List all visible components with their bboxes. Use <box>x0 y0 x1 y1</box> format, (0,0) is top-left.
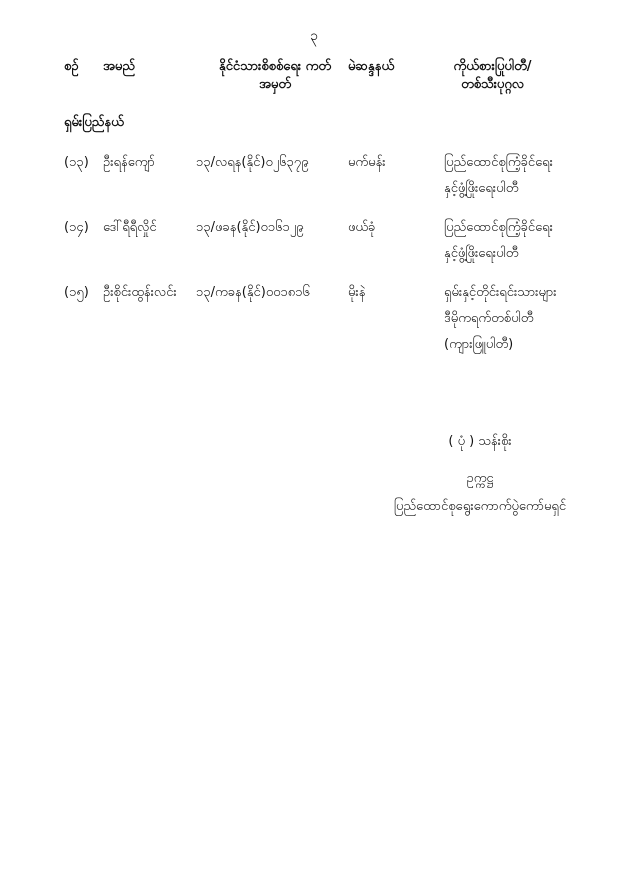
nrc-number: ၁၃/လရန(နိုင်)၀၂၆၃၇၉ <box>196 155 309 170</box>
party <box>444 282 614 356</box>
constituency: မက်မန်း <box>348 155 386 170</box>
nrc-number: ၁၃/ကခန(နိုင်)၀၀၁၈၁၆ <box>196 285 310 300</box>
header-no: စဉ် <box>64 59 79 74</box>
signature-organization: ပြည်ထောင်စုရွေးကောက်ပွဲကော်မရှင် <box>393 499 567 514</box>
candidate-name: ဦးစိုင်းထွန်းလင်း <box>103 285 177 300</box>
header-name: အမည် <box>103 59 135 74</box>
header-party: ကိုယ်စားပြုပါတီ/ တစ်သီးပုဂ္ဂလ <box>453 59 532 92</box>
party <box>444 217 614 265</box>
row-number: (၁၄) <box>64 220 89 235</box>
row-number: (၁၅) <box>64 285 89 300</box>
party-line: (ကျားဖြူပါတီ) <box>444 337 514 352</box>
row-number: (၁၃) <box>64 155 89 170</box>
region-title: ရှမ်းပြည်နယ် <box>64 115 124 130</box>
signature-title: ဥက္ကဋ္ဌ <box>466 471 494 486</box>
party <box>444 152 614 200</box>
signature-name: ( ပုံ ) သန်းစိုး <box>448 434 512 449</box>
table-header <box>0 58 628 98</box>
constituency: မိုးနဲ <box>348 285 366 300</box>
header-nrc: နိုင်ငံသားစိစစ်ရေး ကတ်အမှတ် <box>218 59 332 92</box>
party-line: ပြည်ထောင်စုကြံ့ခိုင်ရေး <box>444 220 553 235</box>
party-line: ဒီမိုကရက်တစ်ပါတီ <box>444 311 534 326</box>
header-constituency: မဲဆန္ဒနယ် <box>348 59 395 74</box>
party-line: ရှမ်းနှင့်တိုင်းရင်းသားများ <box>444 285 557 300</box>
candidate-name: ဒေါ်ရီရီလှိုင် <box>103 220 157 235</box>
party-line: ပြည်ထောင်စုကြံ့ခိုင်ရေး <box>444 155 553 170</box>
party-line: နှင့်ဖွံ့ဖြိုးရေးပါတီ <box>444 246 519 261</box>
candidate-name: ဦးရန်ကျော် <box>103 155 155 170</box>
constituency: ဖယ်ခုံ <box>348 220 376 235</box>
party-line: နှင့်ဖွံ့ဖြိုးရေးပါတီ <box>444 181 519 196</box>
page-number: ၃ <box>310 28 318 44</box>
nrc-number: ၁၃/ဖခန(နိုင်)၀၁၆၁၂၉ <box>196 220 304 235</box>
